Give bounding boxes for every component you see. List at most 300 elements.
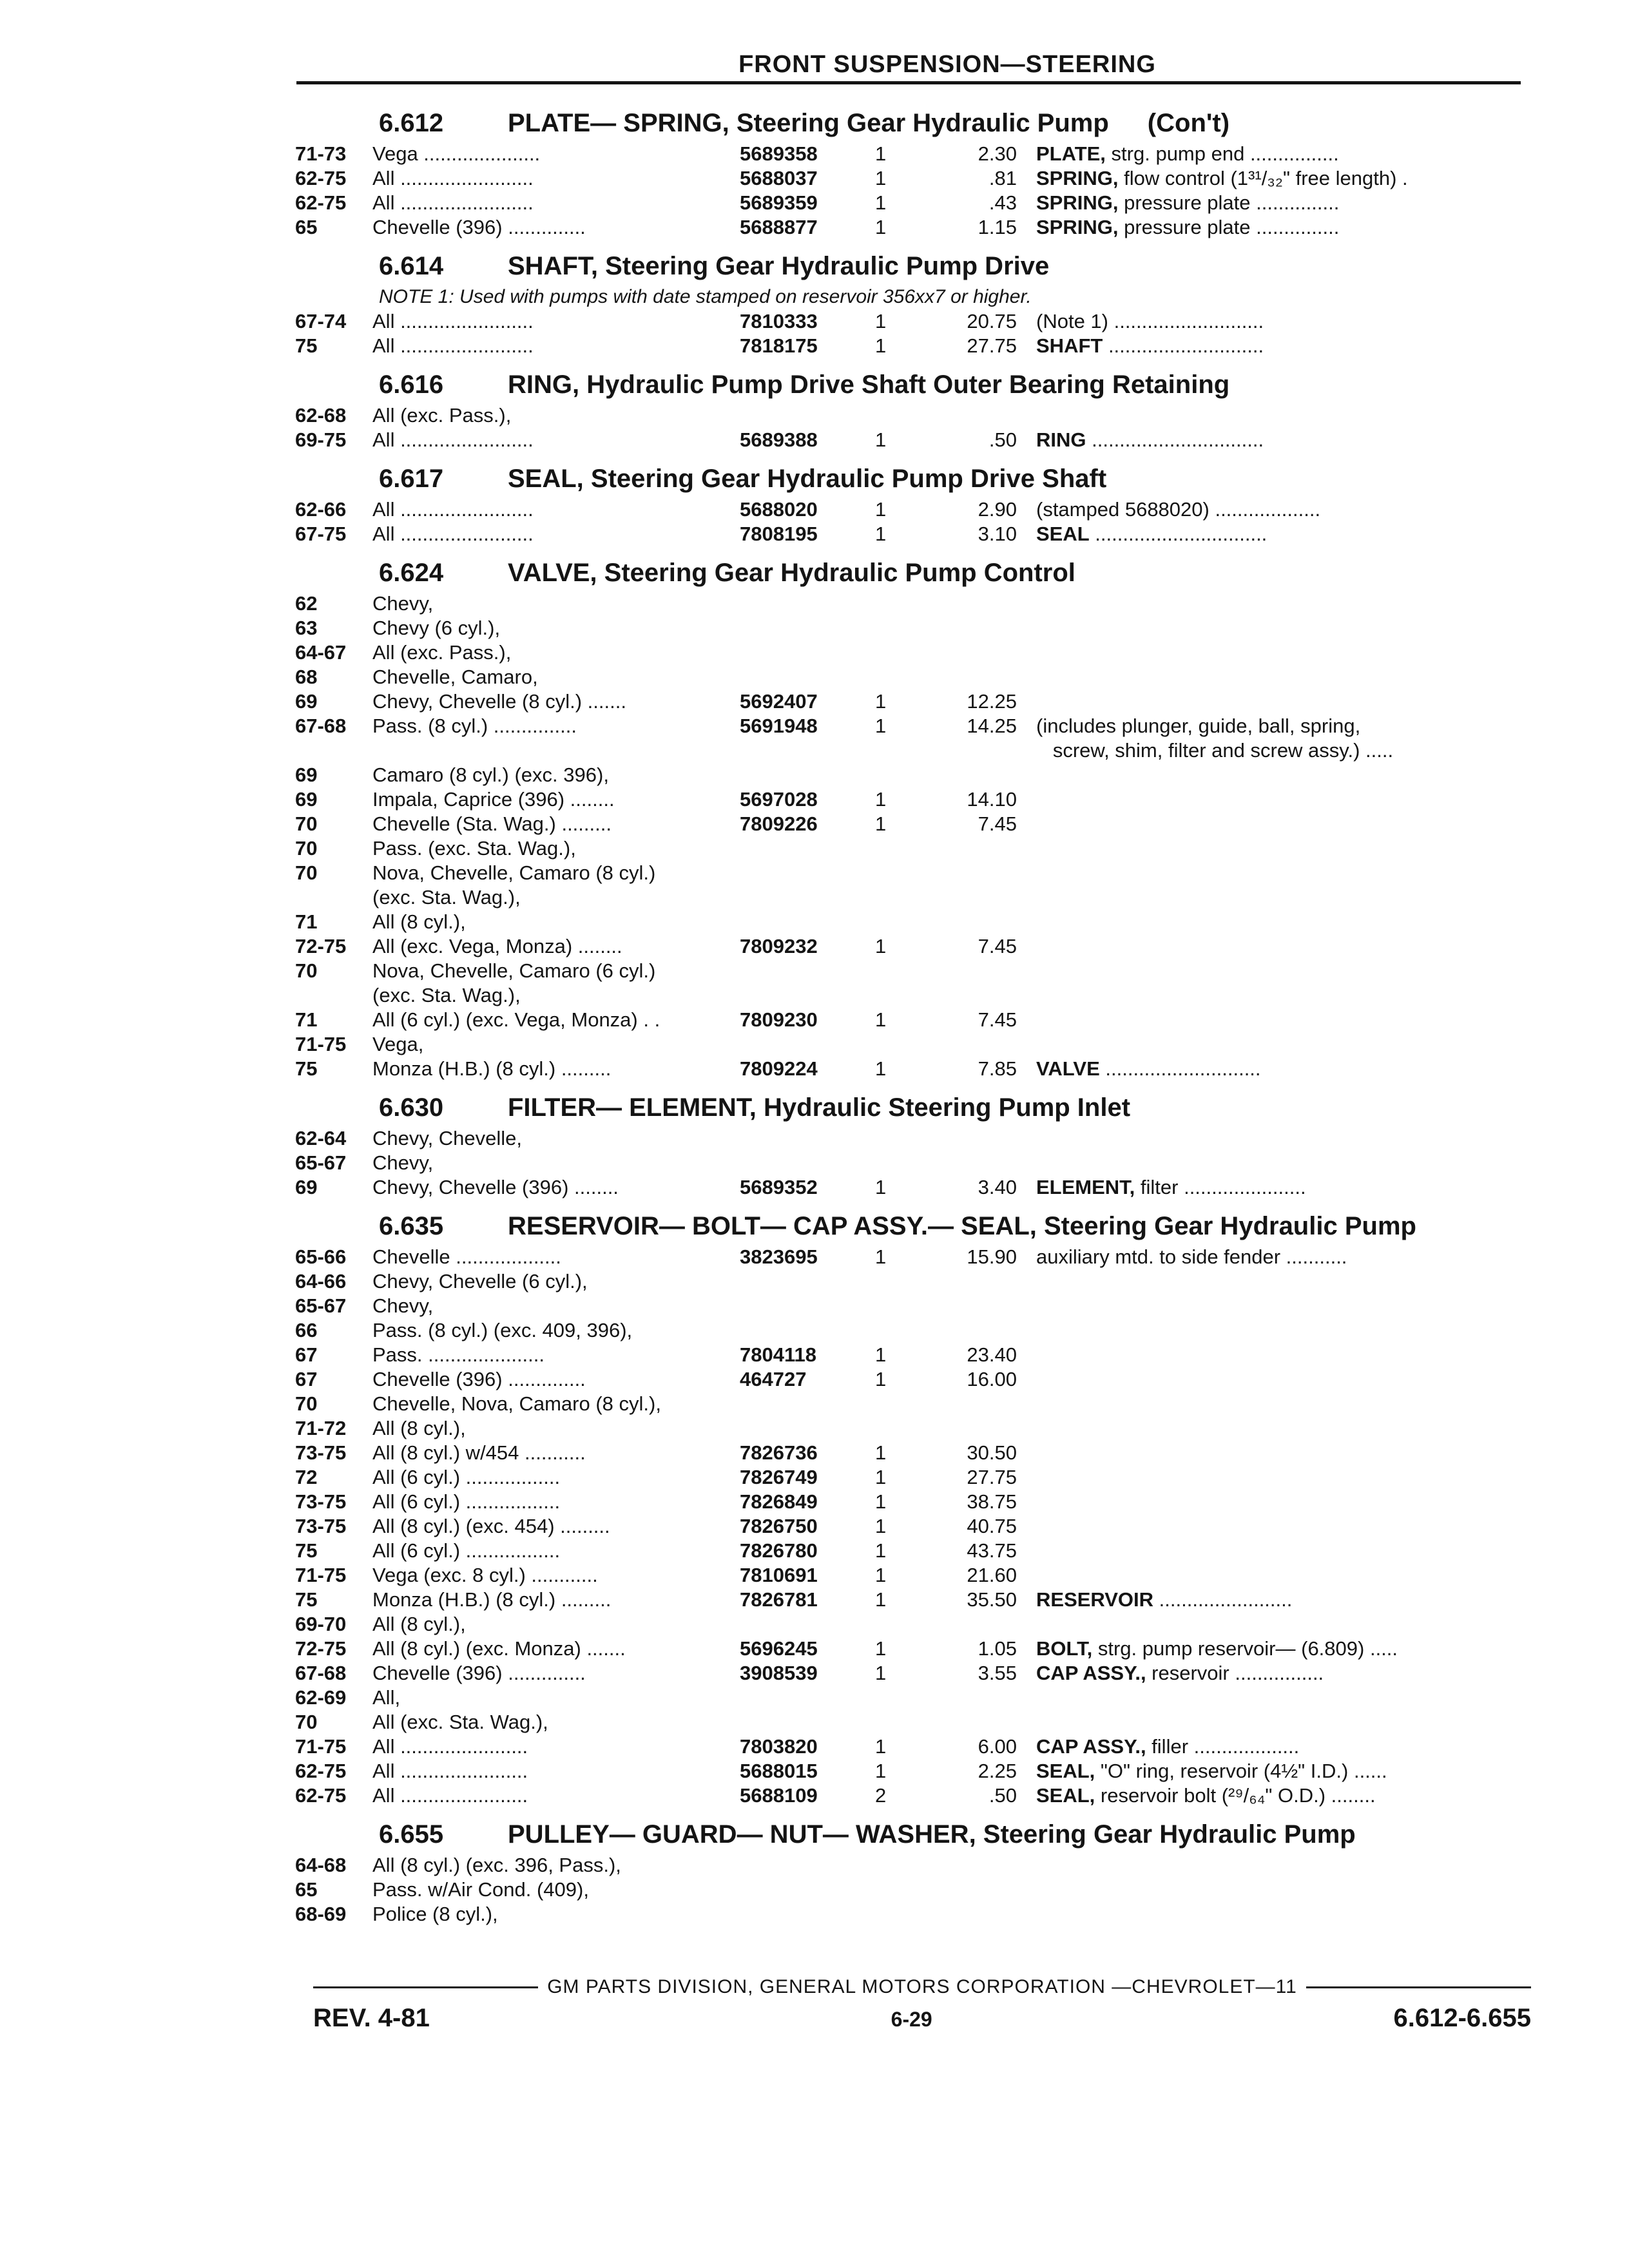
model-years: 69-70 (295, 1613, 347, 1635)
description (1036, 1151, 1487, 1175)
part-number (740, 885, 875, 910)
price: 7.45 (978, 1008, 1017, 1031)
description (1036, 934, 1487, 959)
price (927, 959, 1036, 983)
price: 30.50 (967, 1441, 1017, 1464)
section-heading (295, 108, 1532, 138)
application: Chevelle, Camaro, (372, 666, 538, 688)
description (1036, 861, 1487, 885)
section-title: PULLEY— GUARD— NUT— WASHER, Steering Gear Hydraulic Pump (508, 1820, 1356, 1849)
quantity: 1 (875, 690, 887, 713)
catalog-row (295, 1318, 1532, 1343)
quantity: 1 (875, 1662, 887, 1684)
price: 27.75 (967, 334, 1017, 357)
application: All (6 cyl.) (exc. Vega, Monza) . . (372, 1008, 660, 1031)
part-number: 3908539 (740, 1662, 818, 1684)
application: (exc. Sta. Wag.), (372, 984, 521, 1006)
part-number (740, 1902, 875, 1927)
description-keyword: RING (1036, 428, 1086, 451)
description (1036, 836, 1487, 861)
section-number: 6.630 (379, 1093, 444, 1122)
part-number (740, 1416, 875, 1441)
part-number: 5696245 (740, 1637, 818, 1660)
application: All ........................ (372, 523, 534, 545)
description-text: reservoir ................ (1146, 1662, 1324, 1684)
part-number: 7809230 (740, 1008, 818, 1031)
price: 12.25 (967, 690, 1017, 713)
model-years: 71-73 (295, 142, 347, 165)
quantity (875, 1902, 927, 1927)
model-years: 62-75 (295, 1760, 347, 1782)
quantity (875, 1686, 927, 1710)
part-number (740, 1032, 875, 1057)
price: 6.00 (978, 1735, 1017, 1758)
catalog-row (295, 1367, 1532, 1392)
description-text: screw, shim, filter and screw assy.) ..... (1036, 739, 1394, 762)
revision-label: REV. 4-81 (313, 2004, 430, 2032)
section-range: 6.612-6.655 (1393, 2004, 1531, 2032)
part-number (740, 1686, 875, 1710)
application: Chevy (6 cyl.), (372, 617, 501, 639)
description (1036, 910, 1487, 934)
application: All (8 cyl.) (exc. 396, Pass.), (372, 1854, 621, 1876)
description (1036, 166, 1487, 191)
model-years: 62-75 (295, 167, 347, 189)
catalog-row (295, 166, 1532, 191)
quantity (875, 403, 927, 428)
catalog-row (295, 787, 1532, 812)
description (1036, 522, 1487, 546)
application: Chevelle (396) .............. (372, 216, 586, 238)
part-number: 3823695 (740, 1245, 818, 1268)
price: .81 (988, 167, 1017, 189)
description-text: pressure plate ............... (1118, 216, 1340, 238)
model-years: 62 (295, 592, 318, 615)
application: All ....................... (372, 1735, 528, 1758)
description (1036, 309, 1487, 334)
catalog-row (295, 1416, 1532, 1441)
description-text: strg. pump end ................ (1105, 142, 1339, 165)
description (1036, 1175, 1487, 1200)
catalog-row (295, 1441, 1532, 1465)
part-number (740, 738, 875, 763)
model-years: 67-68 (295, 1662, 347, 1684)
model-years: 64-66 (295, 1270, 347, 1293)
section-title: SHAFT, Steering Gear Hydraulic Pump Drive (508, 252, 1050, 280)
price (927, 1151, 1036, 1175)
price (927, 616, 1036, 640)
description-keyword: SPRING, (1036, 216, 1119, 238)
description-text: filler ................... (1146, 1735, 1300, 1758)
description-text: strg. pump reservoir— (6.809) ..... (1092, 1637, 1398, 1660)
model-years: 67 (295, 1368, 318, 1390)
price: 7.85 (978, 1057, 1017, 1080)
description (1036, 983, 1487, 1008)
quantity (875, 1710, 927, 1735)
catalog-row (295, 1661, 1532, 1686)
header-rule (296, 81, 1521, 84)
section-title: RING, Hydraulic Pump Drive Shaft Outer Bearing Retaining (508, 370, 1230, 399)
section-note: NOTE 1: Used with pumps with date stamped on reservoir 356xx7 or higher. (379, 286, 1032, 307)
application: Camaro (8 cyl.) (exc. 396), (372, 764, 609, 786)
quantity (875, 665, 927, 689)
model-years: 73-75 (295, 1441, 347, 1464)
section-number: 6.635 (379, 1212, 444, 1240)
description-text: flow control (1³¹/₃₂" free length) . (1118, 167, 1408, 189)
description (1036, 812, 1487, 836)
price: 21.60 (967, 1564, 1017, 1586)
quantity (875, 983, 927, 1008)
footer-bottom (313, 2004, 1531, 2033)
part-number: 7826749 (740, 1466, 818, 1488)
model-years: 69 (295, 788, 318, 811)
price: 3.40 (978, 1176, 1017, 1198)
price (927, 763, 1036, 787)
description (1036, 142, 1487, 166)
part-number: 5688015 (740, 1760, 818, 1782)
footer-rule-left (313, 1986, 538, 1988)
description-keyword: SPRING, (1036, 191, 1119, 214)
price (927, 885, 1036, 910)
catalog-row (295, 1343, 1532, 1367)
catalog-row (295, 1294, 1532, 1318)
quantity: 1 (875, 1539, 887, 1562)
catalog-row (295, 959, 1532, 983)
part-number (740, 640, 875, 665)
price (927, 1416, 1036, 1441)
model-years: 67-74 (295, 310, 347, 332)
price: 16.00 (967, 1368, 1017, 1390)
catalog-row (295, 522, 1532, 546)
quantity: 1 (875, 1343, 887, 1366)
description (1036, 1686, 1487, 1710)
price (927, 1612, 1036, 1637)
section-number: 6.612 (379, 109, 444, 137)
parts-catalog (295, 97, 1532, 1927)
price (927, 403, 1036, 428)
part-number (740, 983, 875, 1008)
section-title: VALVE, Steering Gear Hydraulic Pump Control (508, 559, 1075, 587)
part-number: 7826750 (740, 1515, 818, 1537)
description (1036, 1710, 1487, 1735)
application: Chevelle (Sta. Wag.) ......... (372, 812, 612, 835)
quantity (875, 616, 927, 640)
quantity (875, 1392, 927, 1416)
description (1036, 334, 1487, 358)
description (1036, 1514, 1487, 1539)
model-years: 72 (295, 1466, 318, 1488)
price: 40.75 (967, 1515, 1017, 1537)
description-keyword: CAP ASSY., (1036, 1735, 1146, 1758)
catalog-row (295, 665, 1532, 689)
section-number: 6.614 (379, 252, 444, 280)
description (1036, 591, 1487, 616)
quantity (875, 1853, 927, 1878)
price (927, 1853, 1036, 1878)
description-text: ............................... (1086, 428, 1264, 451)
application: Chevy, Chevelle (8 cyl.) ....... (372, 690, 626, 713)
quantity: 1 (875, 1564, 887, 1586)
catalog-row (295, 885, 1532, 910)
part-number: 7810333 (740, 310, 818, 332)
description (1036, 1269, 1487, 1294)
model-years: 69 (295, 690, 318, 713)
price: 38.75 (967, 1490, 1017, 1513)
quantity: 1 (875, 1368, 887, 1390)
description (1036, 1245, 1487, 1269)
application: Nova, Chevelle, Camaro (6 cyl.) (372, 959, 656, 982)
catalog-row (295, 738, 1532, 763)
catalog-row (295, 836, 1532, 861)
application: Vega (exc. 8 cyl.) ............ (372, 1564, 598, 1586)
price (927, 640, 1036, 665)
description-keyword: ELEMENT, (1036, 1176, 1135, 1198)
quantity (875, 1151, 927, 1175)
description-text: ............................ (1099, 1057, 1261, 1080)
catalog-row (295, 1008, 1532, 1032)
application: Chevy, (372, 592, 434, 615)
description-text: auxiliary mtd. to side fender ........... (1036, 1245, 1347, 1268)
part-number (740, 1126, 875, 1151)
application: Pass. (exc. Sta. Wag.), (372, 837, 576, 860)
part-number (740, 403, 875, 428)
part-number: 5688037 (740, 167, 818, 189)
catalog-row (295, 1588, 1532, 1612)
model-years: 70 (295, 861, 318, 884)
application: Chevy, Chevelle (396) ........ (372, 1176, 619, 1198)
quantity: 1 (875, 812, 887, 835)
description-text: ........................ (1153, 1588, 1293, 1611)
application: All ....................... (372, 1760, 528, 1782)
quantity: 1 (875, 1515, 887, 1537)
model-years: 71-75 (295, 1033, 347, 1055)
description-keyword: SPRING, (1036, 167, 1119, 189)
continued-label: (Con't) (1147, 109, 1230, 137)
quantity (875, 1294, 927, 1318)
quantity (875, 640, 927, 665)
price (927, 1878, 1036, 1902)
price: .43 (988, 191, 1017, 214)
quantity (875, 738, 927, 763)
section-title: FILTER— ELEMENT, Hydraulic Steering Pump Inlet (508, 1093, 1131, 1122)
part-number (740, 1853, 875, 1878)
description (1036, 1490, 1487, 1514)
footer-line (313, 1975, 1531, 1999)
section-heading (295, 558, 1532, 588)
application: Chevelle (396) .............. (372, 1368, 586, 1390)
part-number: 7809232 (740, 935, 818, 957)
description-keyword: SHAFT (1036, 334, 1103, 357)
quantity: 1 (875, 1735, 887, 1758)
part-number (740, 910, 875, 934)
price (927, 738, 1036, 763)
description-text: ............................... (1089, 523, 1268, 545)
price: 15.90 (967, 1245, 1017, 1268)
application: All (exc. Pass.), (372, 404, 512, 427)
description (1036, 1343, 1487, 1367)
section-heading (295, 464, 1532, 494)
description (1036, 1008, 1487, 1032)
catalog-row (295, 1563, 1532, 1588)
price (927, 983, 1036, 1008)
application: Pass. (8 cyl.) (exc. 409, 396), (372, 1319, 633, 1341)
price (927, 861, 1036, 885)
part-number (740, 1151, 875, 1175)
application: All ........................ (372, 191, 534, 214)
section-title: PLATE— SPRING, Steering Gear Hydraulic Pump (508, 109, 1109, 137)
description (1036, 616, 1487, 640)
application: All (exc. Sta. Wag.), (372, 1711, 548, 1733)
catalog-row (295, 497, 1532, 522)
application: All ........................ (372, 498, 534, 521)
model-years: 71-75 (295, 1564, 347, 1586)
application: Nova, Chevelle, Camaro (8 cyl.) (372, 861, 656, 884)
price: 20.75 (967, 310, 1017, 332)
quantity: 1 (875, 216, 887, 238)
application: Impala, Caprice (396) ........ (372, 788, 615, 811)
application: Vega, (372, 1033, 424, 1055)
description (1036, 1126, 1487, 1151)
description (1036, 738, 1487, 763)
page-number: 6-29 (891, 2008, 932, 2031)
application: All ........................ (372, 167, 534, 189)
catalog-row (295, 1783, 1532, 1808)
part-number: 7818175 (740, 334, 818, 357)
description-keyword: VALVE (1036, 1057, 1100, 1080)
quantity (875, 591, 927, 616)
part-number (740, 616, 875, 640)
price (927, 1032, 1036, 1057)
part-number: 5692407 (740, 690, 818, 713)
description (1036, 1902, 1487, 1927)
quantity (875, 1032, 927, 1057)
quantity: 2 (875, 1784, 887, 1807)
application: All (6 cyl.) ................. (372, 1539, 561, 1562)
description-text: reservoir bolt (²⁹/₆₄" O.D.) ........ (1095, 1784, 1376, 1807)
description-keyword: CAP ASSY., (1036, 1662, 1146, 1684)
model-years (295, 738, 372, 763)
quantity (875, 1126, 927, 1151)
quantity: 1 (875, 1245, 887, 1268)
quantity (875, 1269, 927, 1294)
part-number (740, 1294, 875, 1318)
catalog-row (295, 403, 1532, 428)
application: All ........................ (372, 310, 534, 332)
description-text: (Note 1) ........................... (1036, 310, 1264, 332)
application: Chevy, (372, 1151, 434, 1174)
catalog-row (295, 1057, 1532, 1081)
model-years: 65 (295, 1878, 318, 1901)
description (1036, 403, 1487, 428)
part-number: 7808195 (740, 523, 818, 545)
part-number: 7809224 (740, 1057, 818, 1080)
price: 2.90 (978, 498, 1017, 521)
application: All (8 cyl.), (372, 1613, 466, 1635)
quantity: 1 (875, 498, 887, 521)
quantity (875, 959, 927, 983)
price (927, 910, 1036, 934)
description (1036, 497, 1487, 522)
part-number: 7826780 (740, 1539, 818, 1562)
model-years: 71-75 (295, 1735, 347, 1758)
description (1036, 640, 1487, 665)
price (927, 665, 1036, 689)
part-number (740, 861, 875, 885)
quantity: 1 (875, 1008, 887, 1031)
model-years: 73-75 (295, 1490, 347, 1513)
part-number: 5688877 (740, 216, 818, 238)
model-years: 70 (295, 959, 318, 982)
catalog-row (295, 1853, 1532, 1878)
description-keyword: BOLT, (1036, 1637, 1093, 1660)
model-years: 70 (295, 812, 318, 835)
quantity: 1 (875, 1588, 887, 1611)
model-years: 70 (295, 837, 318, 860)
application: All (8 cyl.) w/454 ........... (372, 1441, 586, 1464)
model-years: 63 (295, 617, 318, 639)
application: Vega ..................... (372, 142, 541, 165)
application: Chevy, Chevelle, (372, 1127, 523, 1149)
model-years: 65-66 (295, 1245, 347, 1268)
footer-corp: GM PARTS DIVISION, GENERAL MOTORS CORPORATION —CHEVROLET—11 (547, 1976, 1297, 1997)
application: All ........................ (372, 428, 534, 451)
page-title: FRONT SUSPENSION—STEERING (738, 51, 1156, 78)
catalog-row (295, 191, 1532, 215)
model-years: 65-67 (295, 1151, 347, 1174)
quantity: 1 (875, 167, 887, 189)
description-text: (stamped 5688020) ................... (1036, 498, 1321, 521)
description (1036, 787, 1487, 812)
quantity (875, 1612, 927, 1637)
price (927, 1126, 1036, 1151)
part-number: 7810691 (740, 1564, 818, 1586)
application: Chevelle ................... (372, 1245, 561, 1268)
application: Chevy, (372, 1294, 434, 1317)
catalog-row (295, 1126, 1532, 1151)
catalog-row (295, 309, 1532, 334)
page-footer (313, 1975, 1531, 2033)
model-years: 69 (295, 764, 318, 786)
part-number (740, 836, 875, 861)
model-years: 67-75 (295, 523, 347, 545)
model-years: 67-68 (295, 715, 347, 737)
catalog-row (295, 640, 1532, 665)
model-years: 68 (295, 666, 318, 688)
description (1036, 1588, 1487, 1612)
description (1036, 1783, 1487, 1808)
application: All ........................ (372, 334, 534, 357)
price (927, 1294, 1036, 1318)
quantity (875, 1416, 927, 1441)
price (927, 1392, 1036, 1416)
catalog-row (295, 910, 1532, 934)
model-years: 70 (295, 1711, 318, 1733)
catalog-row (295, 861, 1532, 885)
description (1036, 1032, 1487, 1057)
description (1036, 428, 1487, 452)
quantity: 1 (875, 1057, 887, 1080)
description-text: ............................ (1103, 334, 1264, 357)
application: All (8 cyl.) (exc. 454) ......... (372, 1515, 610, 1537)
application: All (exc. Vega, Monza) ........ (372, 935, 622, 957)
part-number: 7804118 (740, 1343, 816, 1366)
catalog-row (295, 1514, 1532, 1539)
price: 14.25 (967, 715, 1017, 737)
part-number: 5689352 (740, 1176, 818, 1198)
application: Pass. w/Air Cond. (409), (372, 1878, 589, 1901)
model-years: 71 (295, 910, 318, 933)
price (927, 1318, 1036, 1343)
